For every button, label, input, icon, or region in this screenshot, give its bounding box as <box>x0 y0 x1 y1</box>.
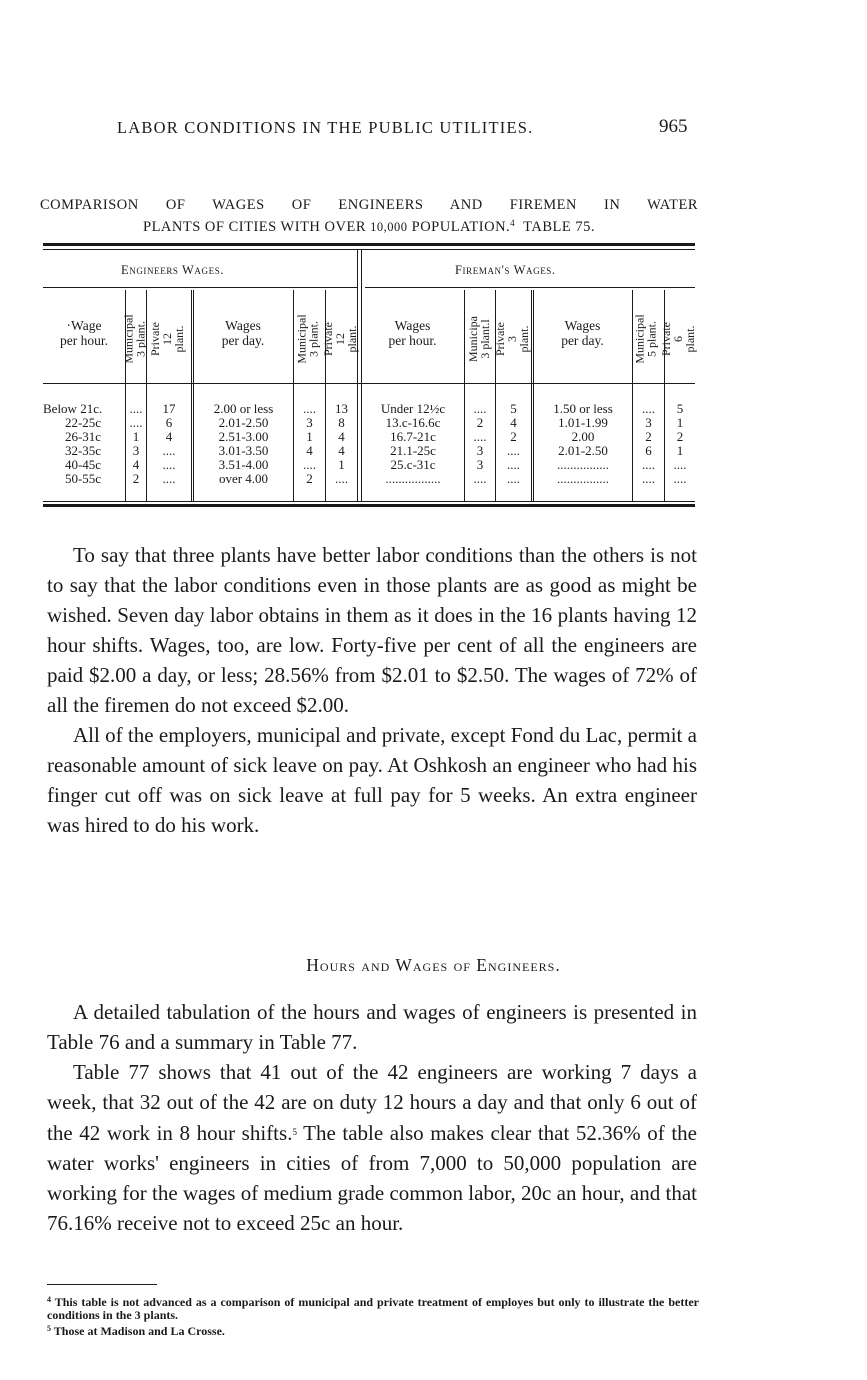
table-cell: .... <box>473 471 487 486</box>
heading-text: Engineers Wages. <box>121 263 225 277</box>
table-cell: 2 <box>510 429 517 444</box>
col-head-line: ·Wage <box>66 318 102 333</box>
body-section-1 <box>47 540 697 840</box>
footnote-number: 4 <box>47 1295 51 1304</box>
group-rule-left <box>43 287 358 288</box>
table-cell: 17 <box>162 401 176 416</box>
table-cell: 3 <box>306 415 313 430</box>
footnote-text: This table is not advanced as a comparison of municipal and private treatment of employes but only to illustrate the better conditions in the 3 plants. <box>47 1295 699 1322</box>
table-cell: .... <box>129 401 143 416</box>
vert-head-fd-private <box>659 295 697 383</box>
table-cell: 2.51-3.00 <box>218 429 269 444</box>
table-cell: .... <box>303 457 316 472</box>
table-cell: .... <box>642 401 655 416</box>
table-top-rule-thin <box>43 249 695 250</box>
table-cell: .... <box>673 471 687 486</box>
table-row <box>43 458 695 472</box>
col-head-wage-per-hour <box>43 318 125 348</box>
section-heading <box>0 955 867 976</box>
col-head-wages-per-day <box>193 318 293 348</box>
table-cell: 2.01-2.50 <box>218 415 269 430</box>
caption-number: 10,000 <box>370 220 408 234</box>
table-cell: 1 <box>132 429 140 444</box>
footnote-ref: 4 <box>510 218 516 228</box>
vert-head-ed-private <box>321 295 359 383</box>
table-number: TABLE 75. <box>515 219 595 235</box>
vert-head-text: Municipa 3 plant.l <box>466 316 492 362</box>
table-cell: 2 <box>676 429 684 444</box>
vert-head-fd-municipal <box>633 295 660 383</box>
table-cell: .... <box>673 457 687 472</box>
col-head-line: Wages <box>564 318 601 333</box>
table-cell: 3 <box>645 415 652 430</box>
col-head-line: Wages <box>394 318 431 333</box>
table-caption <box>40 196 698 236</box>
table-row <box>43 416 695 430</box>
table-cell: 4 <box>306 443 313 458</box>
table-cell: 1 <box>676 415 684 430</box>
table-cell: 5 <box>510 401 517 416</box>
footnotes <box>47 1293 699 1338</box>
table-cell: 1 <box>676 443 684 458</box>
paragraph: All of the employers, municipal and private, except Fond du Lac, permit a reasonable amount of sick leave on pay. At Oshkosh an engineer who had his finger cut off was on sick leave at full pay for 5 weeks. An extra engineer was hired to do his work. <box>47 723 697 837</box>
caption-text: PLANTS OF CITIES WITH OVER <box>143 219 371 235</box>
table-cell: 13 <box>335 401 348 416</box>
footnote-number: 5 <box>47 1324 51 1333</box>
table-cell: 2.01-2.50 <box>558 443 608 458</box>
table-cell: 2 <box>645 429 652 444</box>
table-cell: .... <box>129 415 143 430</box>
table-cell: 4 <box>338 443 345 458</box>
table-cell: 2 <box>476 415 484 430</box>
table-cell: .... <box>642 457 655 472</box>
table-cell: .... <box>473 401 487 416</box>
table-cell: 8 <box>338 415 345 430</box>
table-cell: Under 12½c <box>380 401 446 416</box>
table-bottom-rule <box>43 504 695 507</box>
table-cell: .... <box>642 471 655 486</box>
table-row <box>43 430 695 444</box>
table-cell: 1.50 or less <box>553 401 613 416</box>
table-cell: 3.51-4.00 <box>218 457 269 472</box>
table-cell: 1.01-1.99 <box>558 415 608 430</box>
footnote <box>47 1322 699 1338</box>
table-cell: .... <box>507 471 520 486</box>
table-cell: .... <box>162 457 176 472</box>
table-cell: over 4.00 <box>218 471 269 486</box>
footnote-text: Those at Madison and La Crosse. <box>51 1324 225 1338</box>
col-head-line: per hour. <box>60 333 108 348</box>
col-head-fireman-wages-per-day <box>533 318 632 348</box>
paragraph-text: The table also makes clear that 52.36% of the water works' engineers in cities of from 7,000 to 50,000 population are working for the wages of medium grade common labor, 20c an hour, and that 76.16% receive not to exceed 25c an hour. <box>47 1121 697 1235</box>
table-row <box>43 444 695 458</box>
table-cell: .... <box>303 401 316 416</box>
table-cell: 2.00 <box>571 429 595 444</box>
table-cell: 4 <box>132 457 140 472</box>
caption-text: POPULATION. <box>407 219 511 235</box>
table-cell: 1 <box>338 457 345 472</box>
firemen-wages-heading <box>455 263 556 278</box>
col-head-line: per day. <box>561 333 604 348</box>
running-title: LABOR CONDITIONS IN THE PUBLIC UTILITIES. <box>117 118 534 137</box>
body-section-2 <box>47 997 697 1238</box>
page-number: 965 <box>659 116 688 137</box>
running-head <box>0 118 867 142</box>
table-cell: .... <box>162 443 176 458</box>
table-cell: .... <box>335 471 348 486</box>
table-cell: 3.01-3.50 <box>218 443 269 458</box>
table-cell: ................ <box>557 458 609 472</box>
footnote-rule <box>47 1284 157 1285</box>
vert-head-text: Private 3 plant. <box>493 322 531 356</box>
vert-head-text: Private 12 plant. <box>148 322 186 356</box>
table-cell: .... <box>507 457 520 472</box>
paragraph: A detailed tabulation of the hours and wages of engineers is presented in Table 76 and a summary in Table 77. <box>47 1000 697 1054</box>
caption-line-2 <box>40 214 698 236</box>
table-cell: 26-31c <box>64 429 102 444</box>
table-cell: ................ <box>557 472 609 486</box>
table-cell: 2 <box>306 471 313 486</box>
paragraph <box>47 1057 697 1238</box>
col-head-line: per day. <box>221 333 265 348</box>
table-bottom-rule-thin <box>43 501 695 502</box>
col-head-fireman-wages-per-hour <box>361 318 464 348</box>
table-cell: 3 <box>476 443 484 458</box>
table-cell: .... <box>162 471 176 486</box>
table-cell: ................. <box>385 472 441 486</box>
table-cell: 2.00 or less <box>213 401 274 416</box>
table-row <box>43 402 695 416</box>
paragraph-text: Table 77 shows that 41 out of the 42 engineers are working 7 days a week, that 32 out of the 42 are on duty 12 hours a day and that only 6 out of the 42 work in 8 hour shifts. <box>47 1060 697 1145</box>
vert-head-eh-municipal <box>122 295 149 383</box>
table-cell: 32-35c <box>64 443 102 458</box>
vert-head-text: Private 6 plant. <box>659 322 697 356</box>
table-cell: 16.7-21c <box>390 429 436 444</box>
table-cell: 6 <box>645 443 652 458</box>
group-rule-right <box>365 287 695 288</box>
wage-table <box>43 243 695 507</box>
vert-head-eh-private <box>148 295 186 383</box>
table-cell: 6 <box>165 415 173 430</box>
vert-head-fh-municipal <box>466 295 492 383</box>
vert-head-fh-private <box>493 295 531 383</box>
table-row <box>43 472 695 486</box>
vert-head-text: Municipal 3 plant. <box>122 314 149 364</box>
table-cell: 4 <box>338 429 345 444</box>
header-rule <box>43 383 695 384</box>
vert-head-text: Municipal 5 plant. <box>633 314 660 364</box>
table-cell: .... <box>473 429 487 444</box>
footnote-ref: 5 <box>292 1127 297 1137</box>
col-head-line: Wages <box>225 318 261 333</box>
table-cell: 4 <box>165 429 173 444</box>
table-top-rule <box>43 243 695 246</box>
engineers-wages-heading <box>121 263 224 278</box>
table-cell: 1 <box>306 429 313 444</box>
table-cell: 13.c-16.6c <box>385 415 441 430</box>
col-head-line: per hour. <box>388 333 437 348</box>
table-cell: .... <box>507 443 520 458</box>
table-cell: 3 <box>476 457 484 472</box>
heading-text: Hours and Wages of Engineers. <box>306 955 561 975</box>
table-cell: 21.1-25c <box>390 443 436 458</box>
vert-head-text: Private 12 plant. <box>321 322 359 356</box>
vert-head-ed-municipal <box>295 295 322 383</box>
caption-line-1: COMPARISON OF WAGES OF ENGINEERS AND FIREMEN IN WATER <box>40 197 698 213</box>
table-cell: 25.c-31c <box>390 457 436 472</box>
footnote <box>47 1293 699 1322</box>
table-cell: 5 <box>676 401 684 416</box>
table-cell: 2 <box>132 471 140 486</box>
table-cell: Below 21c. <box>43 401 103 416</box>
table-cell: 3 <box>132 443 140 458</box>
table-cell: 4 <box>510 415 517 430</box>
table-cell: 50-55c <box>64 471 102 486</box>
heading-text: Fireman's Wages. <box>455 263 556 277</box>
table-cell: 22-25c <box>64 415 102 430</box>
table-cell: 40-45c <box>64 457 102 472</box>
paragraph: To say that three plants have better labor conditions than the others is not to say that the labor conditions even in those plants are as good as might be wished. Seven day labor obtains in them as it does in the 16 plants having 12 hour shifts. Wages, too, are low. Forty-five per cent of all the engineers are paid $2.00 a day, or less; 28.56% from $2.01 to $2.50. The wages of 72% of all the firemen do not exceed $2.00. <box>47 543 697 717</box>
vert-head-text: Municipal 3 plant. <box>295 314 322 364</box>
